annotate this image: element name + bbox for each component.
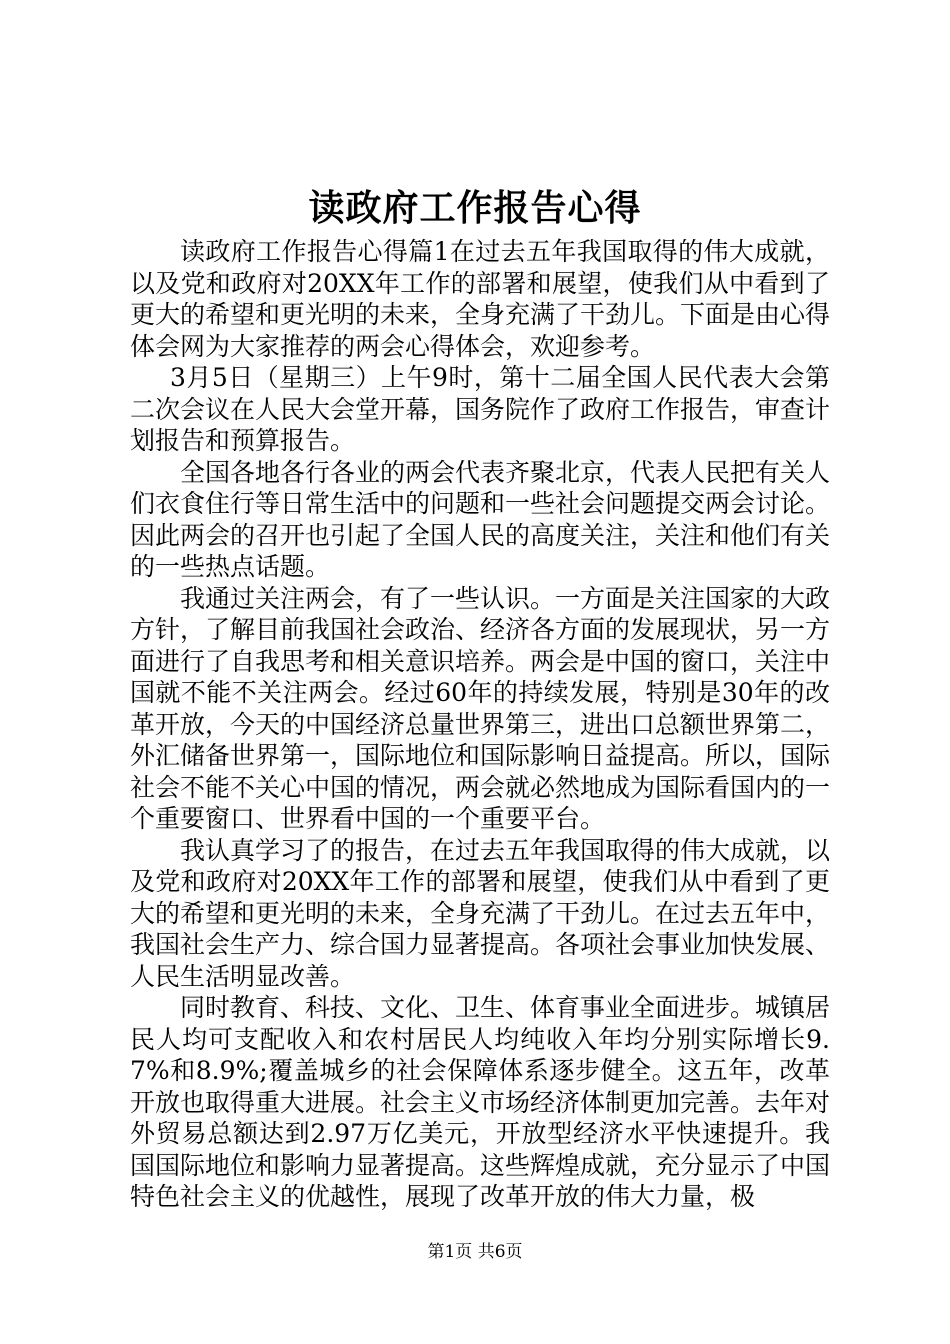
paragraph-6: 同时教育、科技、文化、卫生、体育事业全面进步。城镇居民人均可支配收入和农村居民人均纯收入年均分别实际增长9.7%和8.9%;覆盖城乡的社会保障体系逐步健全。这五年，改革开放也取得重大进展。社会主义市场经济体制更加完善。去年对外贸易总额达到2.97万亿美元，开放型经济水平快速提升。我国国际地位和影响力显著提高。这些辉煌成就，充分显示了中国特色社会主义的优越性，展现了改革开放的伟大力量，极 xyxy=(130,993,831,1211)
paragraph-5: 我认真学习了的报告，在过去五年我国取得的伟大成就，以及党和政府对20XX年工作的部署和展望，使我们从中看到了更大的希望和更光明的未来，全身充满了干劲儿。在过去五年中，我国社会生产力、综合国力显著提高。各项社会事业加快发展、人民生活明显改善。 xyxy=(130,835,831,991)
paragraph-2: 3月5日（星期三）上午9时，第十二届全国人民代表大会第二次会议在人民大会堂开幕，国务院作了政府工作报告，审查计划报告和预算报告。 xyxy=(130,363,831,455)
paragraph-4: 我通过关注两会，有了一些认识。一方面是关注国家的大政方针，了解目前我国社会政治、经济各方面的发展现状，另一方面进行了自我思考和相关意识培养。两会是中国的窗口，关注中国就不能不关注两会。经过60年的持续发展，特别是30年的改革开放，今天的中国经济总量世界第三，进出口总额世界第二，外汇储备世界第一，国际地位和国际影响日益提高。所以，国际社会不能不关心中国的情况，两会就必然地成为国际看国内的一个重要窗口、世界看中国的一个重要平台。 xyxy=(130,583,831,833)
document-body xyxy=(130,236,830,1213)
paragraph-1: 读政府工作报告心得篇1在过去五年我国取得的伟大成就，以及党和政府对20XX年工作的部署和展望，使我们从中看到了更大的希望和更光明的未来，全身充满了干劲儿。下面是由心得体会网为大家推荐的两会心得体会，欢迎参考。 xyxy=(130,237,831,361)
paragraph-3: 全国各地各行各业的两会代表齐聚北京，代表人民把有关人们衣食住行等日常生活中的问题和一些社会问题提交两会讨论。因此两会的召开也引起了全国人民的高度关注，关注和他们有关的一些热点话题。 xyxy=(130,457,831,581)
document-title: 读政府工作报告心得 xyxy=(308,187,642,229)
page-footer: 第1页 共6页 xyxy=(427,1242,523,1262)
